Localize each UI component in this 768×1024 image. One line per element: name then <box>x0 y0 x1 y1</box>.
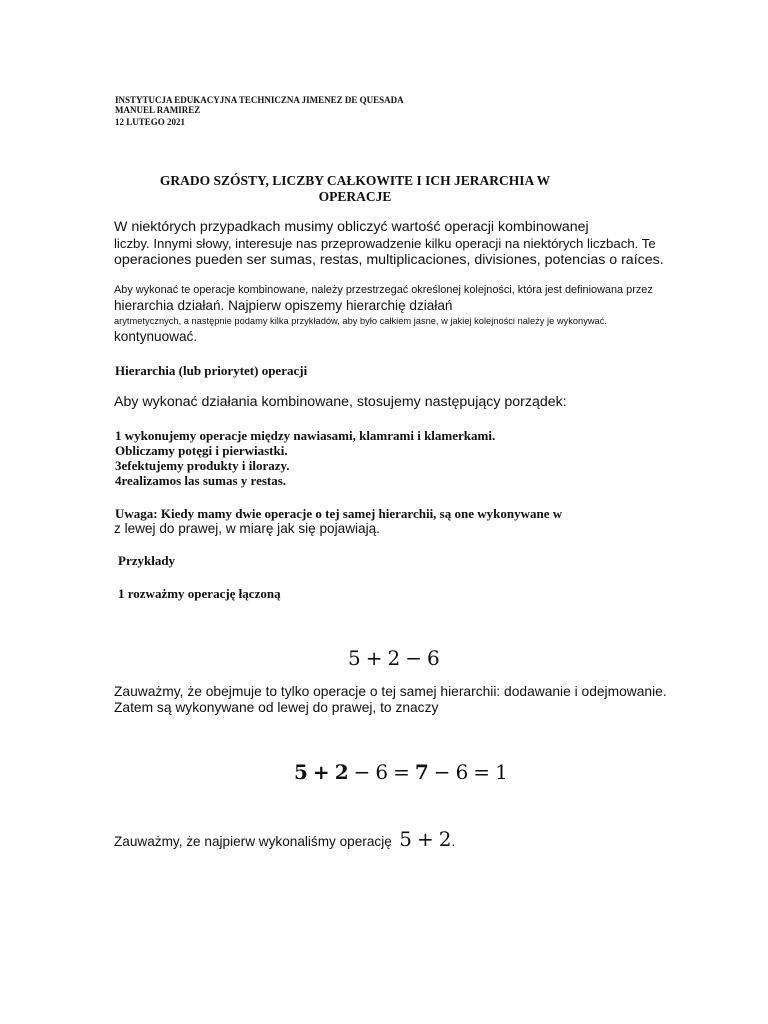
explain1-line1: Zauważmy, że obejmuje to tylko operacje o tej samej hierarchii: dodawanie i odejmowanie. <box>114 684 667 699</box>
para2-line3: arytmetycznych, a następnie podamy kilka przykładów, aby było całkiem jasne, w jakiej kolejności należy je wykonywać. <box>114 316 607 326</box>
expr2-op1: + <box>312 760 330 784</box>
step-item-4: 4realizamos las sumas y restas. <box>115 473 287 488</box>
final-text: Zauważmy, że najpierw wykonaliśmy operację <box>114 834 392 849</box>
final-period: . <box>451 834 456 849</box>
expr2-eq1: = <box>393 760 410 784</box>
expr2-b: 2 <box>334 760 349 784</box>
section-heading: Hierarchia (lub priorytet) operacji <box>115 363 308 378</box>
expr2-c: 6 <box>375 760 389 784</box>
expr2-op2: − <box>353 760 371 784</box>
expr2-d: 7 <box>414 760 429 784</box>
final-expr-a: 5 <box>399 827 412 851</box>
expr2-eq2: = <box>473 760 491 784</box>
intro-line2: liczby. Innymi słowy, interesuje nas przeprowadzenie kilku operacji na niektórych liczbach. Te <box>114 236 656 251</box>
expr1-op2: − <box>405 646 422 670</box>
step-item-1: 1 wykonujemy operacje między nawiasami, klamrami i klamerkami. <box>115 428 496 443</box>
final-sentence <box>114 827 455 851</box>
document-date: 12 LUTEGO 2021 <box>115 117 186 127</box>
para2-line1: Aby wykonać te operacje kombinowane, należy przestrzegać określonej kolejności, która jest definiowana przez <box>114 284 653 296</box>
para2-line4: kontynuować. <box>114 329 198 344</box>
math-expression-2 <box>294 760 508 784</box>
author-name: MANUEL RAMIREZ <box>115 105 201 115</box>
expr2-op3: − <box>433 760 451 784</box>
expr1-b: 2 <box>387 646 401 670</box>
document-title-line1: GRADO SZÓSTY, LICZBY CAŁKOWITE I ICH JERARCHIA W <box>159 173 551 188</box>
institution-name: INSTYTUCJA EDUKACYJNA TECHNICZNA JIMENEZ DE QUESADA <box>115 95 404 105</box>
expr1-op1: + <box>365 646 383 670</box>
expr1-c: 6 <box>427 646 440 670</box>
order-intro: Aby wykonać działania kombinowane, stosujemy następujący porządek: <box>114 394 567 410</box>
document-title-line2: OPERACJE <box>318 189 392 204</box>
example1-heading: 1 rozważmy operację łączoną <box>118 586 281 601</box>
expr1-a: 5 <box>348 646 361 670</box>
note-bold: Uwaga: Kiedy mamy dwie operacje o tej samej hierarchii, są one wykonywane w <box>115 506 563 521</box>
para2-line2: hierarchia działań. Najpierw opiszemy hierarchię działań <box>114 298 453 313</box>
final-expr-op: + <box>416 827 434 851</box>
step-item-3: 3efektujemy produkty i ilorazy. <box>115 458 290 473</box>
final-expr-b: 2 <box>438 827 452 851</box>
examples-heading: Przykłady <box>118 553 176 568</box>
step-item-2: Obliczamy potęgi i pierwiastki. <box>115 443 288 458</box>
intro-line3: operaciones pueden ser sumas, restas, multiplicaciones, divisiones, potencias o raíces. <box>114 252 664 268</box>
explain1-line2: Zatem są wykonywane od lewej do prawej, to znaczy <box>114 700 439 715</box>
final-expression <box>399 827 451 851</box>
expr2-e: 6 <box>455 760 469 784</box>
expr2-a: 5 <box>294 760 308 784</box>
math-expression-1 <box>348 646 440 670</box>
note-rest: z lewej do prawej, w miarę jak się pojawiają. <box>114 521 380 536</box>
expr2-f: 1 <box>495 760 508 784</box>
intro-line1: W niektórych przypadkach musimy obliczyć wartość operacji kombinowanej <box>114 219 589 235</box>
